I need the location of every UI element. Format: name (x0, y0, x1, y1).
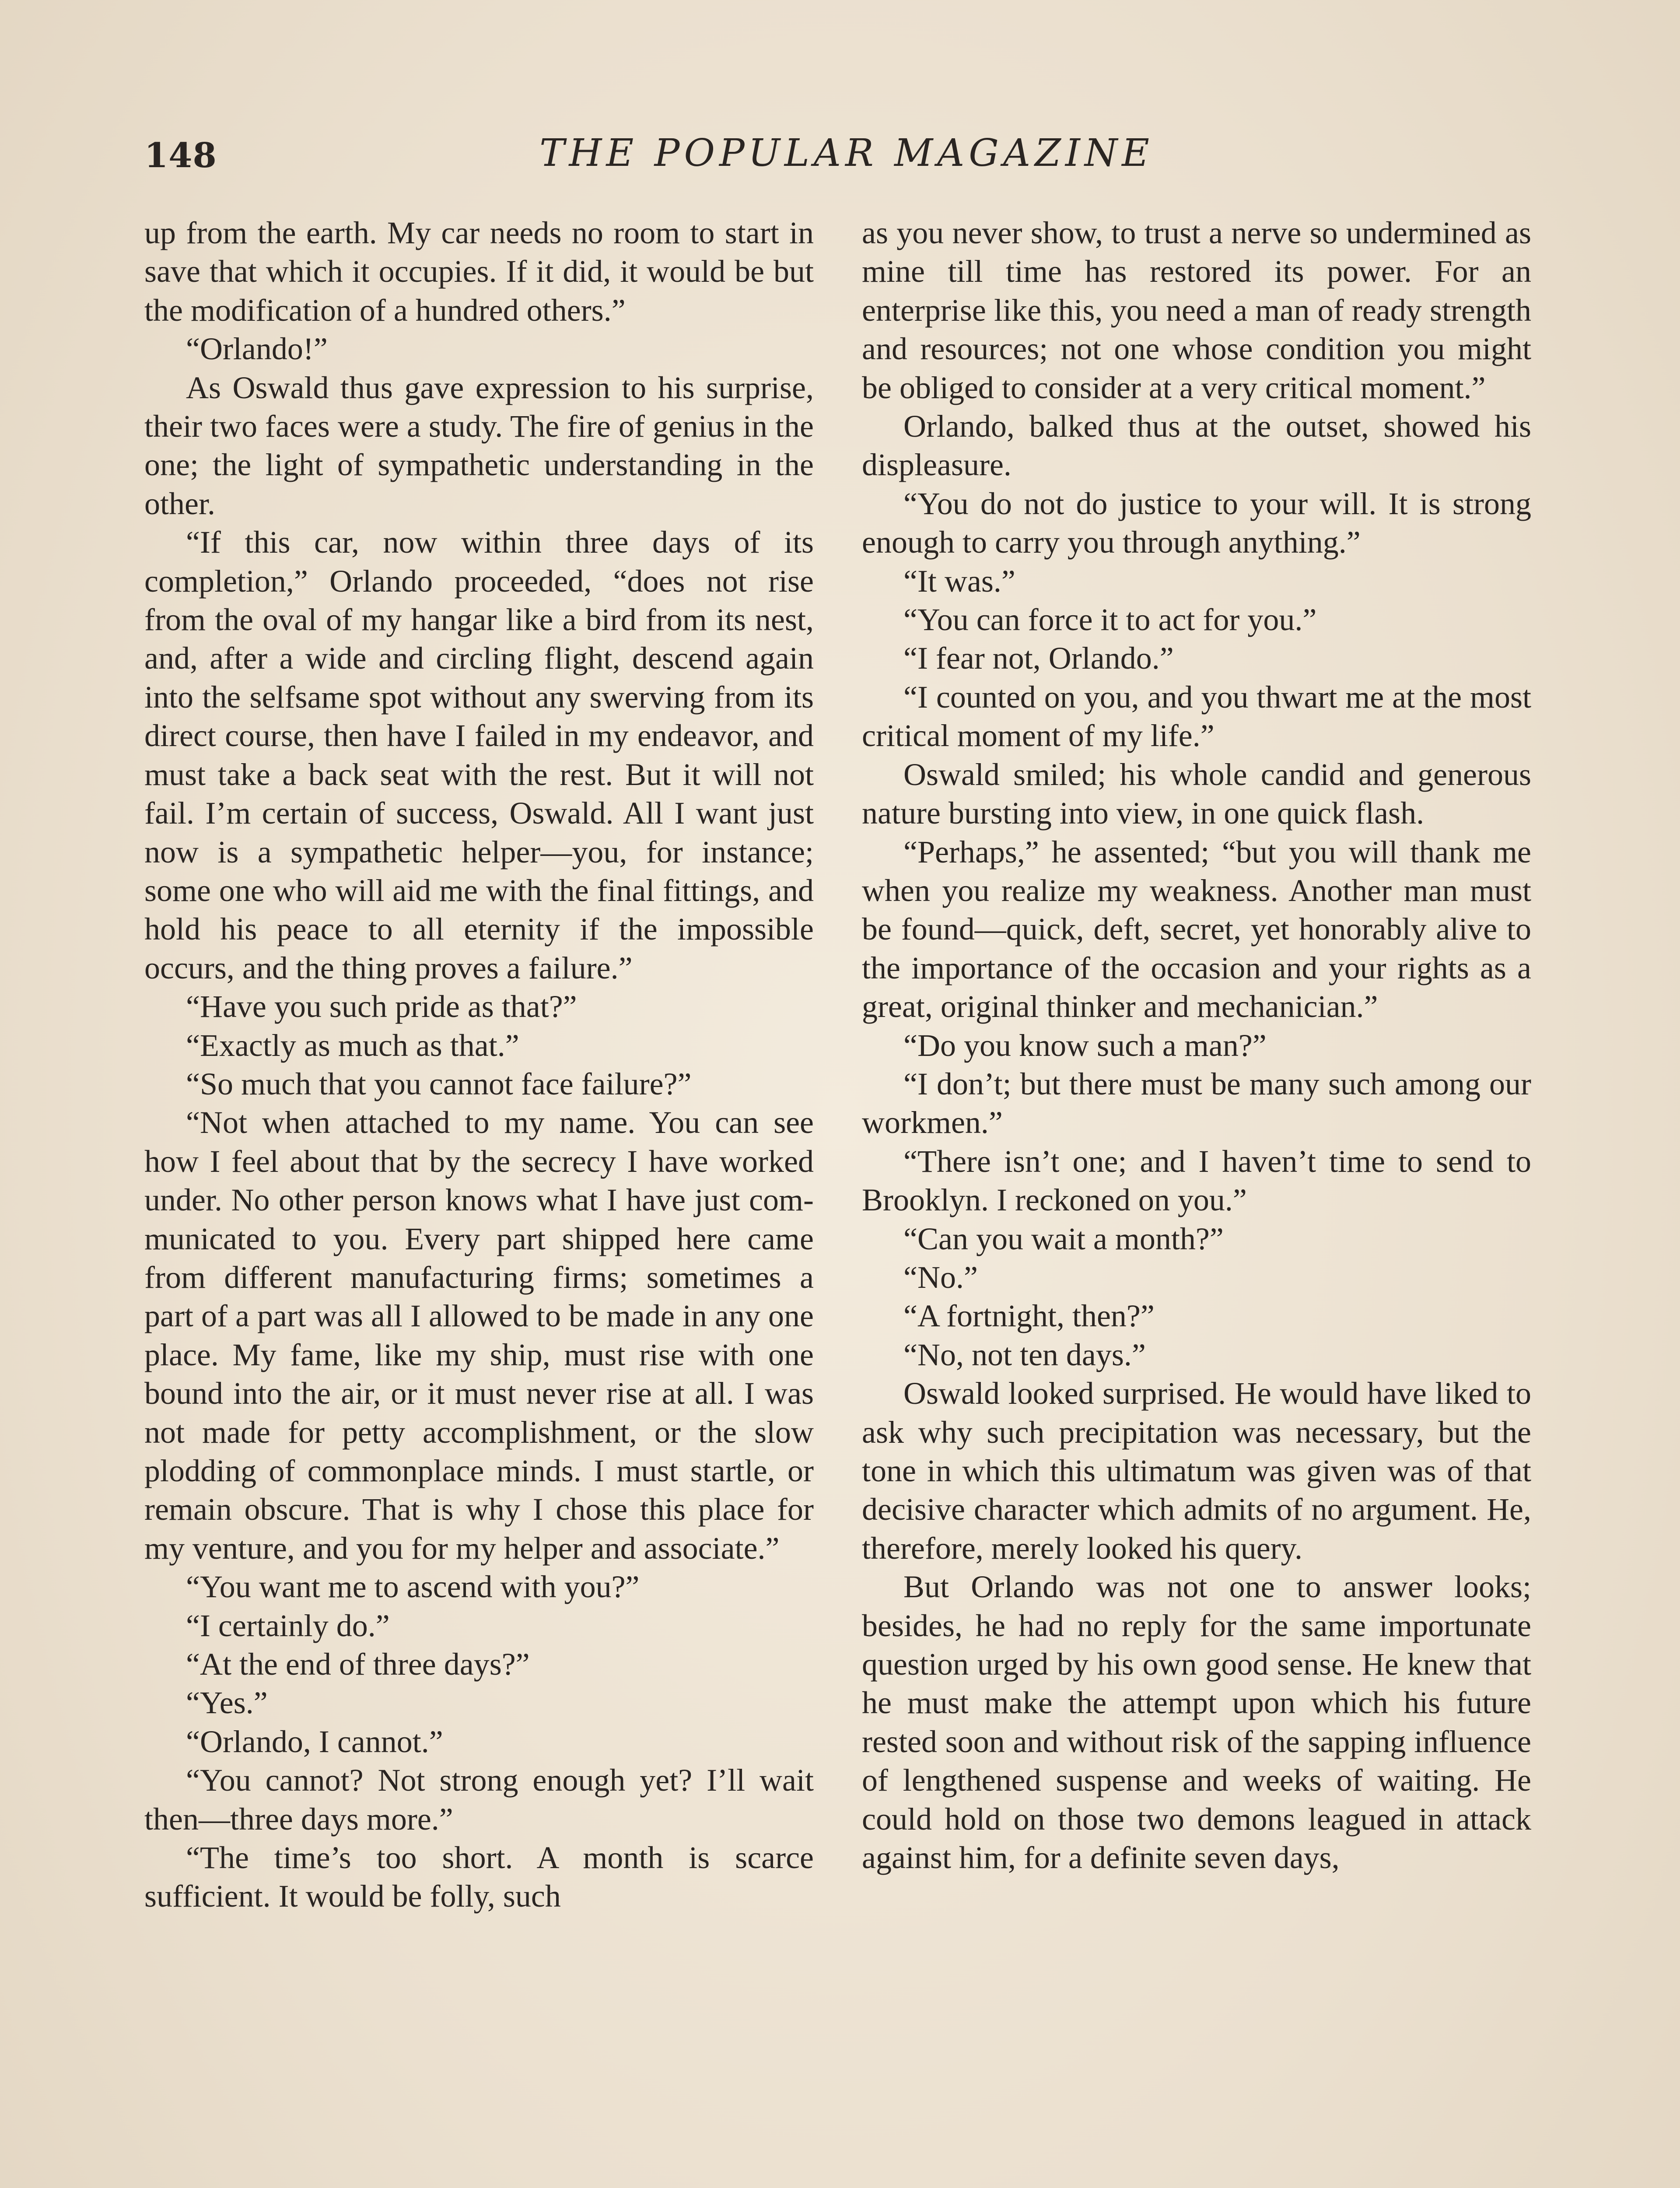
paragraph: “There isn’t one; and I haven’t time to send to Brooklyn. I reckoned on you.” (862, 1143, 1531, 1218)
paragraph: up from the earth. My car needs no room to start in save that which it occupies. If it did, it would be but the modification of a hundred others.” (144, 215, 814, 328)
paragraph: “Can you wait a month?” (903, 1221, 1224, 1256)
paragraph: “Orlando, I cannot.” (186, 1724, 443, 1759)
paragraph: “A fortnight, then?” (903, 1298, 1155, 1334)
paragraph: “You do not do justice to your will. It is strong enough to carry you through anything.” (862, 486, 1531, 560)
running-title: THE POPULAR MAGAZINE (539, 131, 1154, 175)
page-header (144, 131, 1549, 188)
paragraph: “It was.” (903, 563, 1015, 599)
paragraph: Oswald smiled; his whole candid and generous nature bursting into view, in one quick flash. (862, 757, 1531, 831)
paragraph: “You can force it to act for you.” (903, 602, 1317, 638)
paragraph: as you never show, to trust a nerve so undermined as mine till time has restored its power. For an enterprise like this, you need a man of ready strength and resources; not one whose condition you might be obliged to consider at a very critical moment.” (862, 215, 1531, 405)
left-column (144, 214, 814, 1916)
paragraph: “At the end of three days?” (186, 1647, 530, 1682)
paragraph: “I counted on you, and you thwart me at the most critical moment of my life.” (862, 679, 1531, 754)
right-column (862, 214, 1531, 1877)
paragraph: “Yes.” (186, 1685, 268, 1721)
paragraph: “Exactly as much as that.” (186, 1027, 519, 1063)
page-number: 148 (144, 136, 217, 175)
paragraph: As Oswald thus gave expression to his surprise, their two faces were a study. The fire of genius in the one; the light of sympathetic understanding in the other. (144, 370, 814, 521)
paragraph: “I certainly do.” (186, 1608, 390, 1643)
paragraph: Orlando, balked thus at the outset, showed his displeasure. (862, 409, 1531, 483)
paragraph: But Orlando was not one to answer looks; besides, he had no reply for the same importunate question urged by his own good sense. He knew that he must make the attempt upon which his future rested soon and without risk of the sapping influence of lengthened suspense and weeks of waiting. He could hold on those two demons leagued in attack against him, for a definite seven days, (862, 1569, 1531, 1876)
paragraph: “I fear not, Orlando.” (903, 641, 1174, 676)
paragraph: “Do you know such a man?” (903, 1027, 1267, 1063)
paragraph: “If this car, now within three days of its completion,” Orlando proceeded, “does not rise from the oval of my hangar like a bird from its nest, and, after a wide and circling flight, descend again into the selfsame spot without any swerving from its direct course, then have I failed in my endeavor, and must take a back seat with the rest. But it will not fail. I’m certain of success, Oswald. All I want just now is a sympathetic helper—you, for instance; some one who will aid me with the final fittings, and hold his peace to all eternity if the impossible occurs, and the thing proves a failure.” (144, 525, 814, 985)
paragraph: “Have you such pride as that?” (186, 989, 577, 1024)
paragraph: “The time’s too short. A month is scarce sufficient. It would be folly, such (144, 1840, 814, 1914)
paragraph: “Not when attached to my name. You can see how I feel about that by the secrecy I have worked under. No other person knows what I have just communicated to you. Every part shipped here came from different manufacturing firms; sometimes a part of a part was all I allowed to be made in any one place. My fame, like my ship, must rise with one bound into the air, or it must never rise at all. I was not made for petty accomplishment, or the slow plodding of commonplace minds. I must startle, or remain obscure. That is why I chose this place for my venture, and you for my helper and associate.” (144, 1105, 814, 1566)
paragraph: Oswald looked surprised. He would have liked to ask why such precipitation was necessary, but the tone in which this ultimatum was given was of that decisive character which admits of no argument. He, therefore, merely looked his query. (862, 1376, 1531, 1566)
paragraph: “No.” (903, 1259, 978, 1295)
paragraph: “No, not ten days.” (903, 1337, 1146, 1372)
paragraph: “You want me to ascend with you?” (186, 1569, 640, 1605)
paragraph: “Perhaps,” he assented; “but you will thank me when you realize my weakness. Another man must be found—quick, deft, secret, yet honorably alive to the importance of the occasion and your rights as a great, original thinker and mechanician.” (862, 834, 1531, 1024)
paragraph: “You cannot? Not strong enough yet? I’ll wait then—three days more.” (144, 1763, 814, 1837)
paragraph: “Orlando!” (186, 331, 328, 367)
paragraph: “I don’t; but there must be many such among our workmen.” (862, 1066, 1531, 1140)
paragraph: “So much that you cannot face failure?” (186, 1066, 692, 1101)
